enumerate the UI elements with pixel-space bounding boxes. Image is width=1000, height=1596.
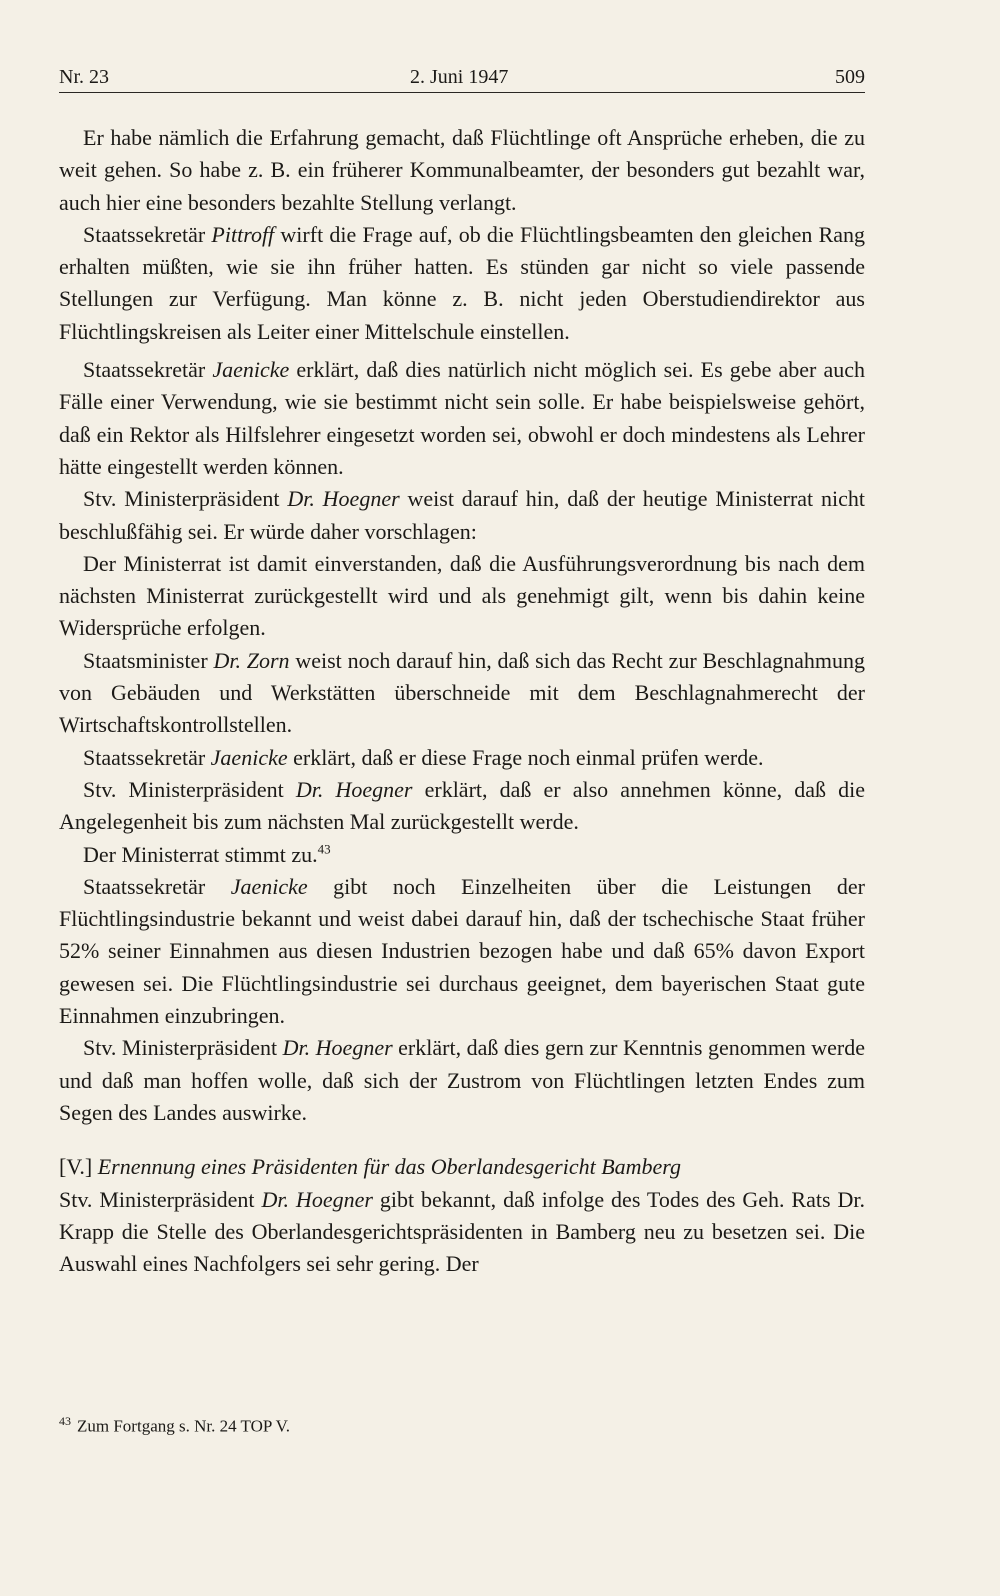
section-heading	[59, 1151, 865, 1183]
page-number: 509	[835, 66, 865, 88]
speaker-name: Dr. Hoegner	[261, 1186, 373, 1212]
speaker-name: Dr. Zorn	[213, 647, 290, 673]
speaker-name: Jaenicke	[230, 873, 308, 899]
paragraph-6: Staatsminister Dr. Zorn weist noch darauf hin, daß sich das Recht zur Beschlagnahmung von Gebäuden und Werkstätten überschneide mit dem Beschlagnahmerecht der Wirtschaftskontrollstellen.	[59, 647, 865, 738]
paragraph-8: Stv. Ministerpräsident Dr. Hoegner erklärt, daß er also annehmen könne, daß die Angelegenheit bis zum nächsten Mal zurückgestellt werde.	[59, 776, 865, 835]
paragraph-4: Stv. Ministerpräsident Dr. Hoegner weist darauf hin, daß der heutige Ministerrat nicht beschlußfähig sei. Er würde daher vorschlagen:	[59, 486, 865, 544]
paragraph-10: Staatssekretär Jaenicke gibt noch Einzelheiten über die Leistungen der Flüchtlingsindustrie bekannt und weist dabei darauf hin, daß der tschechische Staat früher 52% seiner Einnahmen aus diesen Industrien bezogen habe und daß 65% davon Export gewesen sei. Die Flüchtlingsindustrie sei durchaus geeignet, dem bayerischen Staat gute Einnahmen einzubringen.	[59, 873, 866, 1029]
running-header	[59, 62, 865, 93]
speaker-name: Dr. Hoegner	[295, 776, 413, 802]
header-date: 2. Juni 1947	[410, 66, 509, 88]
paragraph-2: Staatssekretär Pittroff wirft die Frage auf, ob die Flüchtlingsbeamten den gleichen Rang erhalten müßten, wie sie ihn früher hatten. Es stünden gar nicht so viele passende Stellungen zur Verfügung. Man könne z. B. nicht jeden Oberstudiendirektor aus Flüchtlingskreisen als Leiter einer Mittelschule einstellen.	[59, 221, 866, 344]
speaker-name: Jaenicke	[212, 357, 290, 383]
paragraph-12: Stv. Ministerpräsident Dr. Hoegner gibt bekannt, daß infolge des Todes des Geh. Rats Dr. Krapp die Stelle des Oberlandesgerichtspräsidenten in Bamberg neu zu besetzen sei. Die Auswahl eines Nachfolgers sei sehr gering. Der	[59, 1186, 865, 1277]
section-title: Ernennung eines Präsidenten für das Oberlandesgericht Bamberg	[97, 1154, 682, 1180]
paragraph-7: Staatssekretär Jaenicke erklärt, daß er diese Frage noch einmal prüfen werde.	[83, 744, 764, 770]
paragraph-3: Staatssekretär Jaenicke erklärt, daß dies natürlich nicht möglich sei. Es gebe aber auch Fälle einer Verwendung, wie sie bestimmt nicht sein solle. Er habe beispielsweise gehört, daß ein Rektor als Hilfslehrer eingesetzt worden sei, obwohl er doch mindestens als Lehrer hätte eingestellt werden können.	[59, 357, 865, 479]
speaker-name: Pittroff	[211, 221, 275, 247]
footnote-reference: 43	[317, 841, 331, 857]
speaker-name: Dr. Hoegner	[287, 486, 400, 512]
body-text	[59, 122, 865, 1280]
paragraph-11: Stv. Ministerpräsident Dr. Hoegner erklärt, daß dies gern zur Kenntnis genommen werde und daß man hoffen wolle, daß sich der Zustrom von Flüchtlingen letzten Endes zum Segen des Landes auswirke.	[59, 1035, 865, 1125]
footnote-number: 43	[59, 1414, 71, 1428]
speaker-name: Jaenicke	[210, 744, 288, 770]
footnote-text: Zum Fortgang s. Nr. 24 TOP V.	[77, 1416, 291, 1436]
footnote	[59, 1414, 865, 1437]
speaker-name: Dr. Hoegner	[282, 1035, 393, 1061]
resolution-paragraph: Der Ministerrat ist damit einverstanden, daß die Ausführungsverordnung bis nach dem nächsten Ministerrat zurückgestellt wird und als genehmigt gilt, wenn bis dahin keine Widersprüche erfolgen.	[59, 550, 865, 641]
section-number: [V.]	[59, 1154, 98, 1180]
issue-number: Nr. 23	[59, 66, 109, 88]
paragraph-1: Er habe nämlich die Erfahrung gemacht, daß Flüchtlinge oft Ansprüche erheben, die zu weit gehen. So habe z. B. ein früherer Kommunalbeamter, der besonders gut bezahlt war, auch hier eine besonders bezahlte Stellung verlangt.	[59, 125, 865, 215]
paragraph-9: Der Ministerrat stimmt zu.$^{43}$	[83, 841, 331, 867]
